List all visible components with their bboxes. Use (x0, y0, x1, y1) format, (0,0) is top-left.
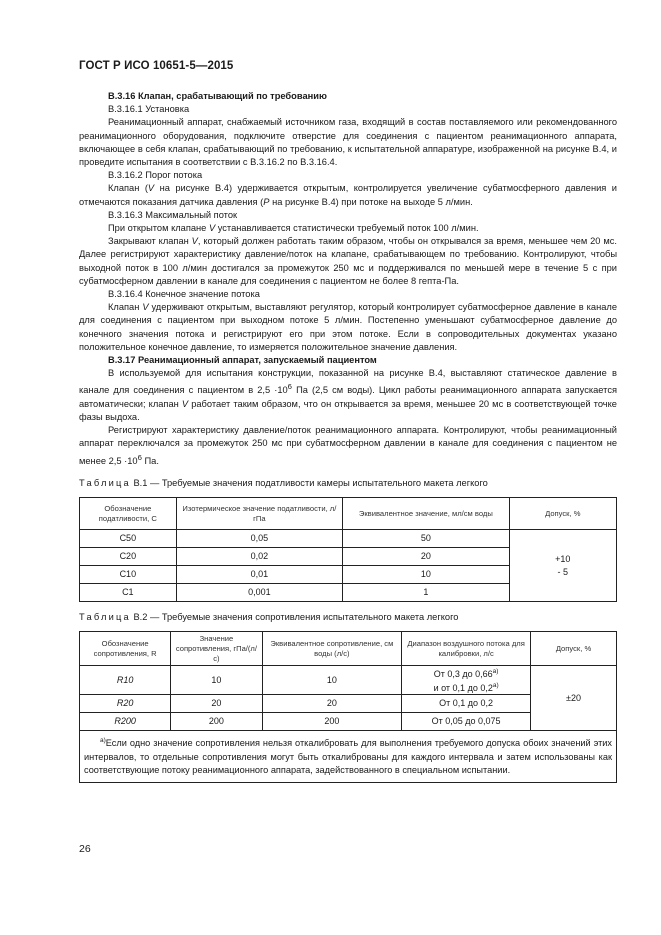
table-cell: С50 (80, 530, 177, 548)
subsection-title: В.3.16.2 Порог потока (108, 170, 203, 181)
table-footnote: $^{а)}$Если одно значение сопротивления нельзя откалибровать для выполнения требуемого допуска обоих значений этих интервалов, то отдельные сопротивления могут быть откалиброваны для каждого интервала и затем использованы как соответствующие потоку реанимационного аппарата, задействованного в специальном испытании. (80, 731, 617, 783)
table-cell: С20 (80, 548, 177, 566)
table-cell: 20 (171, 695, 262, 713)
resistance-table (79, 631, 617, 783)
document-header: ГОСТ Р ИСО 10651-5—2015 (79, 60, 234, 72)
table-cell: 200 (171, 713, 262, 731)
table-cell: 10 (171, 666, 262, 695)
table-cell: R200 (80, 713, 171, 731)
page-number: 26 (79, 843, 91, 855)
paragraph: Закрывают клапан V, который должен работать таким образом, чтобы он открывался за время, меньшее чем 20 мс. Далее регистрируют характеристику давление/поток на клапане, срабатывающем по требованию. Контролируют, чтобы выходной поток в 100 л/мин достигался за промежуток 250 мс и поддерживался по меньшей мере в течение 5 с при субатмосферном давлении в канале для соединения с пациентом не более 8 гепта-Па. (79, 236, 617, 286)
table-header-cell: Диапазон воздушного потока для калибровки, л/с (402, 632, 531, 666)
paragraph: Клапан V удерживают открытым, выставляют регулятор, который контролирует субатмосферное давление в канале для соединения с пациентом при выходном потоке 5 л/мин. Постепенно уменьшают субатмосферное давление до конечного значения потока и регистрируют его при этом потоке. Если в сопроводительных документах указано положительное конечное давление, то измеряется положительное значение давления. (79, 302, 617, 352)
table-cell: С10 (80, 566, 177, 584)
table-header-cell: Обозначение сопротивления, R (80, 632, 171, 666)
table-cell: С1 (80, 584, 177, 602)
tolerance-cell: ±20 (531, 666, 617, 731)
table-cell: 1 (343, 584, 509, 602)
table-cell: 10 (262, 666, 402, 695)
table-header-cell: Эквивалентное значение, мл/см воды (343, 498, 509, 530)
section-heading: В.3.16 Клапан, срабатывающий по требованию (108, 91, 327, 101)
table-cell: 0,05 (176, 530, 342, 548)
compliance-table (79, 497, 617, 602)
table-cell: 10 (343, 566, 509, 584)
table-cell: 50 (343, 530, 509, 548)
table-cell: От 0,05 до 0,075 (402, 713, 531, 731)
table-row (80, 530, 617, 548)
section-heading: В.3.17 Реанимационный аппарат, запускаемый пациентом (108, 355, 377, 366)
table-cell: 200 (262, 713, 402, 731)
table-header-cell: Изотермическое значение податливости, л/гПа (176, 498, 342, 530)
paragraph: Реанимационный аппарат, снабжаемый источником газа, входящий в состав поставляемого или рекомендованного реанимационного оборудования, подключите отверстие для соединения с пациентом реанимационного аппарата, включающее в себя клапан, срабатывающий по требованию, к испытательной аппаратуре, изображенной на рисунке В.4, и проведите испытания в соответствии с В.3.16.2 по В.3.16.4. (79, 117, 617, 168)
paragraph: Клапан (V на рисунке В.4) удерживается открытым, контролируется увеличение субатмосферного давления и отмечаются показания датчика давления (P на рисунке В.4) при потоке на выходе 5 л/мин. (79, 183, 617, 207)
table-cell: 0,001 (176, 584, 342, 602)
subsection-title: В.3.16.1 Установка (108, 104, 190, 115)
subsection-title: В.3.16.3 Максимальный поток (108, 209, 238, 220)
document-body (79, 90, 617, 783)
subsection-title: В.3.16.4 Конечное значение потока (108, 289, 260, 300)
table-header-cell: Допуск, % (531, 632, 617, 666)
table-header-cell: Допуск, % (509, 498, 616, 530)
table-note-row (80, 731, 617, 783)
table-cell: От 0,1 до 0,2 (402, 695, 531, 713)
table-header-cell: Обозначение податливости, С (80, 498, 177, 530)
table-cell: R20 (80, 695, 171, 713)
table-cell: 0,02 (176, 548, 342, 566)
paragraph: При открытом клапане V устанавливается статистически требуемый поток 100 л/мин. (108, 223, 479, 234)
paragraph: Регистрируют характеристику давление/поток реанимационного аппарата. Контролируют, чтобы реанимационный аппарат переключался за промежуток 250 мс при субатмосферном давлении в канале для соединения с пациентом не менее $2,5 \cdot 10^6$ Па. (79, 425, 617, 466)
table-row (80, 666, 617, 695)
table-caption: Таблица В.2 — Требуемые значения сопротивления испытательного макета легкого (79, 612, 459, 623)
table-cell: От 0,3 до $0,66^{а)}$ и от 0,1 до $0,2^{а)}$ (402, 666, 531, 695)
table-cell: R10 (80, 666, 171, 695)
table-caption: Таблица В.1 — Требуемые значения податливости камеры испытательного макета легкого (79, 477, 488, 488)
table-header-cell: Эквивалентное сопротивление, см воды (л/с) (262, 632, 402, 666)
paragraph: В используемой для испытания конструкции, показанной на рисунке В.4, выставляют статическое давление в канале для соединения с пациентом в $2,5 \cdot 10^6$ Па (2,5 см воды). Цикл работы реанимационного аппарата запускается автоматически; клапан V работает таким образом, что он открывается за время, меньшее 20 мс в соответствующей точке фазы выдоха. (79, 368, 618, 422)
table-header-cell: Значение сопротивления, гПа/(л/с) (171, 632, 262, 666)
table-header-row (80, 498, 617, 530)
table-cell: 20 (262, 695, 402, 713)
table-cell: 20 (343, 548, 509, 566)
table-header-row (80, 632, 617, 666)
table-cell: 0,01 (176, 566, 342, 584)
tolerance-cell: +10 - 5 (509, 530, 616, 602)
